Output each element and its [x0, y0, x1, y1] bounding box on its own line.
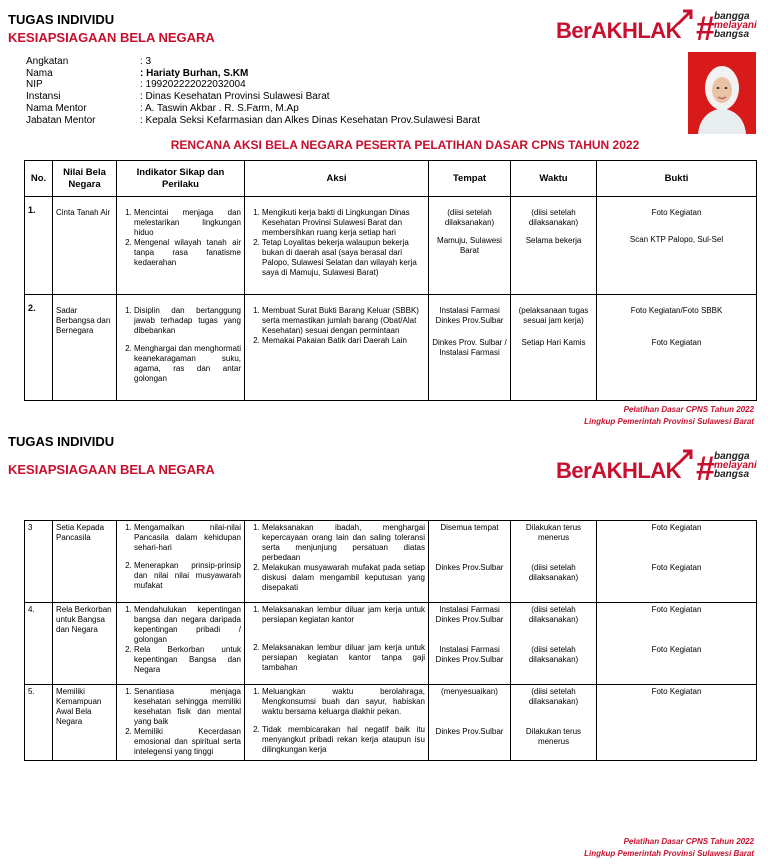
subject-title: KESIAPSIAGAAN BELA NEGARA	[8, 462, 215, 477]
aksi-cell: 1. Membuat Surat Bukti Barang Keluar (SBBK) serta memastikan jumlah barang (Obat/Alat Kesehatan) sesuai dengan permintaan 2. Memakai Pakaian Batik dari Daerah Lain	[245, 295, 429, 401]
table-header-row	[25, 161, 757, 197]
tempat-cell: (menyesuaikan) Dinkes Prov.Sulbar	[429, 685, 511, 761]
tempat-cell: Disemua tempat Dinkes Prov.Sulbar	[429, 521, 511, 603]
tempat-cell: Instalasi Farmasi Dinkes Prov.Sulbar Dinkes Prov. Sulbar / Instalasi Farmasi	[429, 295, 511, 401]
tempat-cell: (diisi setelah dilaksanakan) Mamuju, Sulawesi Barat	[429, 197, 511, 295]
nilai-cell: Rela Berkorban untuk Bangsa dan Negara	[53, 603, 117, 685]
table-row	[25, 685, 757, 761]
table-row	[25, 295, 757, 401]
logo-hash: #	[696, 10, 715, 48]
aksi-cell: 1. Melaksanakan lembur diluar jam kerja untuk persiapan kegiatan kantor 2. Melaksanakan lembur diluar jam kerja untuk persiapan kegiatan kantor tanpa gaji tambahan	[245, 603, 429, 685]
task-label: TUGAS INDIVIDU	[8, 434, 115, 449]
task-label: TUGAS INDIVIDU	[8, 12, 115, 27]
berakhlak-logo	[556, 8, 766, 52]
waktu-cell: (diisi setelah dilaksanakan) (diisi setelah dilaksanakan)	[511, 603, 597, 685]
info-row: Jabatan Mentor : Kepala Seksi Kefarmasian dan Alkes Dinas Kesehatan Prov.Sulawesi Barat	[26, 114, 480, 126]
row-number: 3	[25, 521, 53, 603]
logo-tag-2: melayani	[714, 20, 757, 31]
header-tempat: Tempat	[429, 161, 511, 197]
document-page-1	[0, 0, 768, 432]
logo-tag-2: melayani	[714, 460, 757, 471]
plan-title: RENCANA AKSI BELA NEGARA PESERTA PELATIHAN DASAR CPNS TAHUN 2022	[170, 138, 640, 152]
document-page-2	[0, 432, 768, 866]
info-row: Instansi : Dinas Kesehatan Provinsi Sulawesi Barat	[26, 91, 330, 103]
row-number: 1.	[25, 197, 53, 295]
header-nilai: Nilai Bela Negara	[53, 161, 117, 197]
logo-tag-3: bangsa	[714, 29, 750, 40]
info-row: NIP : 199202222022032004	[26, 79, 246, 91]
row-number: 5.	[25, 685, 53, 761]
table-row	[25, 521, 757, 603]
logo-brand: BerAKHLAK	[556, 18, 682, 43]
info-row: Angkatan : 3	[26, 56, 152, 67]
indikator-cell: 1. Disiplin dan bertanggung jawab terhadap tugas yang dibebankan 2. Menghargai dan menghormati keanekaragaman suku, agama, ras dan antar golongan	[117, 295, 245, 401]
nilai-cell: Cinta Tanah Air	[53, 197, 117, 295]
info-row: Nama : Hariaty Burhan, S.KM	[26, 67, 249, 79]
logo-arrow-icon	[676, 448, 696, 466]
person-portrait-icon	[688, 52, 756, 134]
page-footer: Pelatihan Dasar CPNS Tahun 2022 Lingkup Pemerintah Provinsi Sulawesi Barat	[584, 405, 754, 426]
waktu-cell: Dilakukan terus menerus (diisi setelah dilaksanakan)	[511, 521, 597, 603]
aksi-cell: 1. Mengikuti kerja bakti di Lingkungan Dinas Kesehatan Provinsi Sulawesi Barat dan membersihkan ruang kerja setiap hari 2. Tetap Loyalitas bekerja walaupun bekerja bukan di daerah asal (saya berasal dari Palopo, Sulawesi Selatan dan wilayah kerja saya di Mamuju, Sulawesi Barat)	[245, 197, 429, 295]
nilai-cell: Memiliki Kemampuan Awal Bela Negara	[53, 685, 117, 761]
logo-tag-1: bangga	[714, 451, 750, 462]
logo-hash: #	[696, 450, 715, 488]
waktu-cell: (diisi setelah dilaksanakan) Dilakukan terus menerus	[511, 685, 597, 761]
header-waktu: Waktu	[511, 161, 597, 197]
logo-arrow-icon	[676, 8, 696, 26]
action-plan-table-2	[24, 520, 757, 761]
indikator-cell: 1. Senantiasa menjaga kesehatan sehingga memiliki kesehatan fisik dan mental yang baik 2. Memiliki Kecerdasan emosional dan spiritual serta intelegensi yang tinggi	[117, 685, 245, 761]
participant-photo	[688, 52, 756, 134]
bukti-cell: Foto Kegiatan/Foto SBBK Foto Kegiatan	[597, 295, 757, 401]
participant-info	[26, 56, 480, 126]
logo-tag-3: bangsa	[714, 469, 750, 480]
waktu-cell: (pelaksanaan tugas sesuai jam kerja) Setiap Hari Kamis	[511, 295, 597, 401]
table-row	[25, 603, 757, 685]
header-no: No.	[25, 161, 53, 197]
aksi-cell: 1. Meluangkan waktu berolahraga, Mengkonsumsi buah dan sayur, habiskan waktu bersama keluarga diakhir pekan. 2. Tidak membicarakan hal negatif baik itu menyangkut pribadi rekan kerja ataupun isu dilingkungan kerja	[245, 685, 429, 761]
indikator-cell: 1. Mencintai menjaga dan melestarikan lingkungan hiduo 2. Mengenal wilayah tanah air tanpa rasa fanatisme kedaerahan	[117, 197, 245, 295]
logo-tag-1: bangga	[714, 11, 750, 22]
row-number: 2.	[25, 295, 53, 401]
header-aksi: Aksi	[245, 161, 429, 197]
page-footer: Pelatihan Dasar CPNS Tahun 2022 Lingkup Pemerintah Provinsi Sulawesi Barat	[584, 837, 754, 858]
subject-title: KESIAPSIAGAAN BELA NEGARA	[8, 30, 215, 45]
header-indikator: Indikator Sikap dan Perilaku	[117, 161, 245, 197]
bukti-cell: Foto Kegiatan Foto Kegiatan	[597, 521, 757, 603]
info-row: Nama Mentor : A. Taswin Akbar . R. S.Farm, M.Ap	[26, 102, 299, 114]
bukti-cell: Foto Kegiatan	[597, 685, 757, 761]
row-number: 4.	[25, 603, 53, 685]
action-plan-table-1	[24, 160, 757, 401]
bukti-cell: Foto Kegiatan Scan KTP Palopo, Sul-Sel	[597, 197, 757, 295]
berakhlak-logo	[556, 448, 766, 492]
waktu-cell: (diisi setelah dilaksanakan) Selama bekerja	[511, 197, 597, 295]
bukti-cell: Foto Kegiatan Foto Kegiatan	[597, 603, 757, 685]
tempat-cell: Instalasi Farmasi Dinkes Prov.Sulbar Instalasi Farmasi Dinkes Prov.Sulbar	[429, 603, 511, 685]
indikator-cell: 1. Mengamalkan nilai-nilai Pancasila dalam kehidupan sehari-hari 2. Menerapkan prinsip-prinsip dan nilai nilai musyawarah mufakat	[117, 521, 245, 603]
nilai-cell: Sadar Berbangsa dan Bernegara	[53, 295, 117, 401]
header-bukti: Bukti	[597, 161, 757, 197]
indikator-cell: 1. Mendahulukan kepentingan bangsa dan negara daripada kepentingan pribadi / golongan 2. Rela Berkorban untuk kepentingan Bangsa dan Negara	[117, 603, 245, 685]
nilai-cell: Setia Kepada Pancasila	[53, 521, 117, 603]
table-row	[25, 197, 757, 295]
aksi-cell: 1. Melaksanakan ibadah, menghargai kepercayaan orang lain dan saling toleransi serta menjunjung persatuan diatas perbedaan 2. Melakukan musyawarah mufakat pada setiap diskusi dalam mengambil keputusan yang disepakati	[245, 521, 429, 603]
logo-brand: BerAKHLAK	[556, 458, 682, 483]
